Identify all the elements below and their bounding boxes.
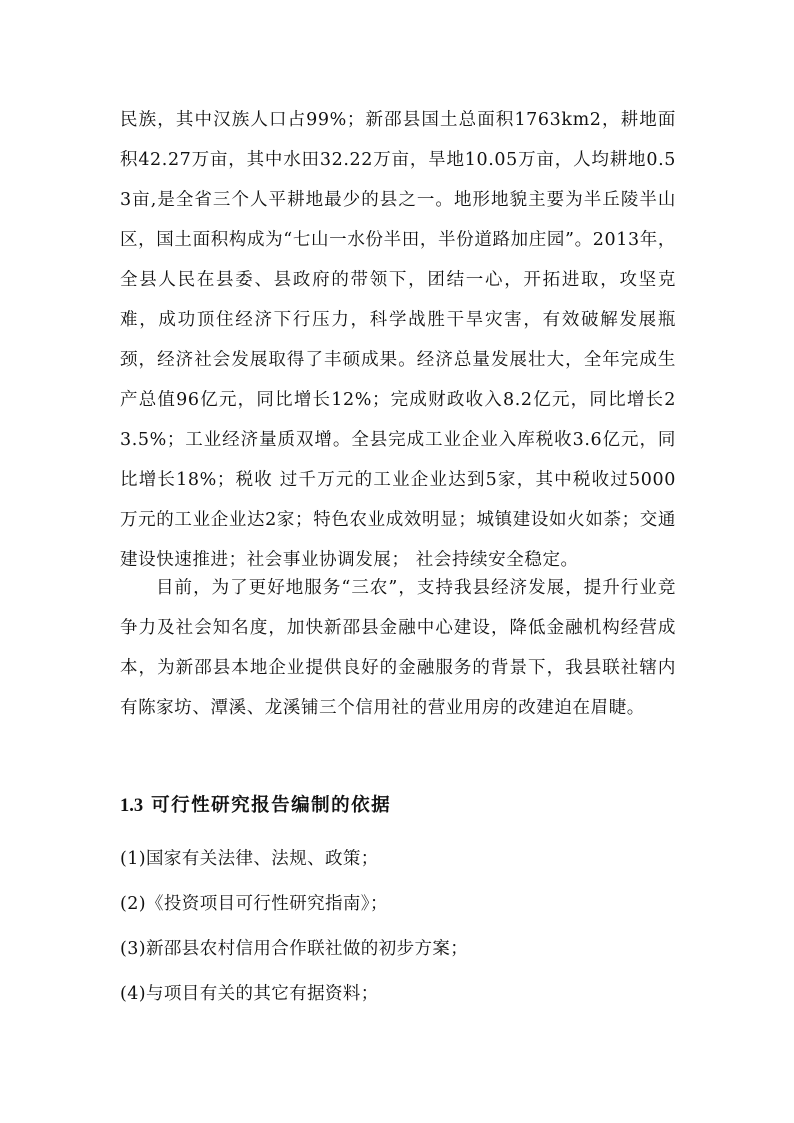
list-item: (4)与项目有关的其它有据资料； <box>120 984 379 1004</box>
list-item: (3)新邵县农村信用合作联社做的初步方案； <box>120 939 469 959</box>
body-paragraph-context: 民族，其中汉族人口占99%；新邵县国土总面积1763km2，耕地面积42.27万亩，其中水田32.22万亩，旱地10.05万亩，人均耕地0.53亩,是全省三个人平耕地最少的县之一。地形地貌主要为半丘陵半山区，国土面积构成为“七山一水份半田，半份道路加庄园”。2013年，全县人民在县委、县政府的带领下，团结一心，开拓进取，攻坚克难，成功顶住经济下行压力，科学战胜干旱灾害，有效破解发展瓶颈，经济社会发展取得了丰硕成果。经济总量发展壮大，全年完成生产总值96亿元，同比增长12%；完成财政收入8.2亿元，同比增长23.5%；工业经济量质双增。全县完成工业企业入库税收3.6亿元，同比增长18%；税收 过千万元的工业企业达到5家，其中税收过5000万元的工业企业达2家；特色农业成效明显；城镇建设如火如荼；交通建设快速推进；社会事业协调发展； 社会持续安全稳定。 <box>120 110 676 570</box>
section-title: 可行性研究报告编制的依据 <box>151 795 392 816</box>
section-heading <box>120 786 391 826</box>
body-paragraph-background: 目前，为了更好地服务“三农”，支持我县经济发展，提升行业竞争力及社会知名度，加快新邵县金融中心建设，降低金融机构经营成本，为新邵县本地企业提供良好的金融服务的背景下，我县联社辖内有陈家坊、潭溪、龙溪铺三个信用社的营业用房的改建迫在眉睫。 <box>120 578 676 718</box>
basis-list <box>120 848 676 1028</box>
section-number: 1.3 <box>120 796 144 816</box>
list-item: (1)国家有关法律、法规、政策； <box>120 849 379 869</box>
list-item: (2)《投资项目可行性研究指南》； <box>120 894 388 914</box>
